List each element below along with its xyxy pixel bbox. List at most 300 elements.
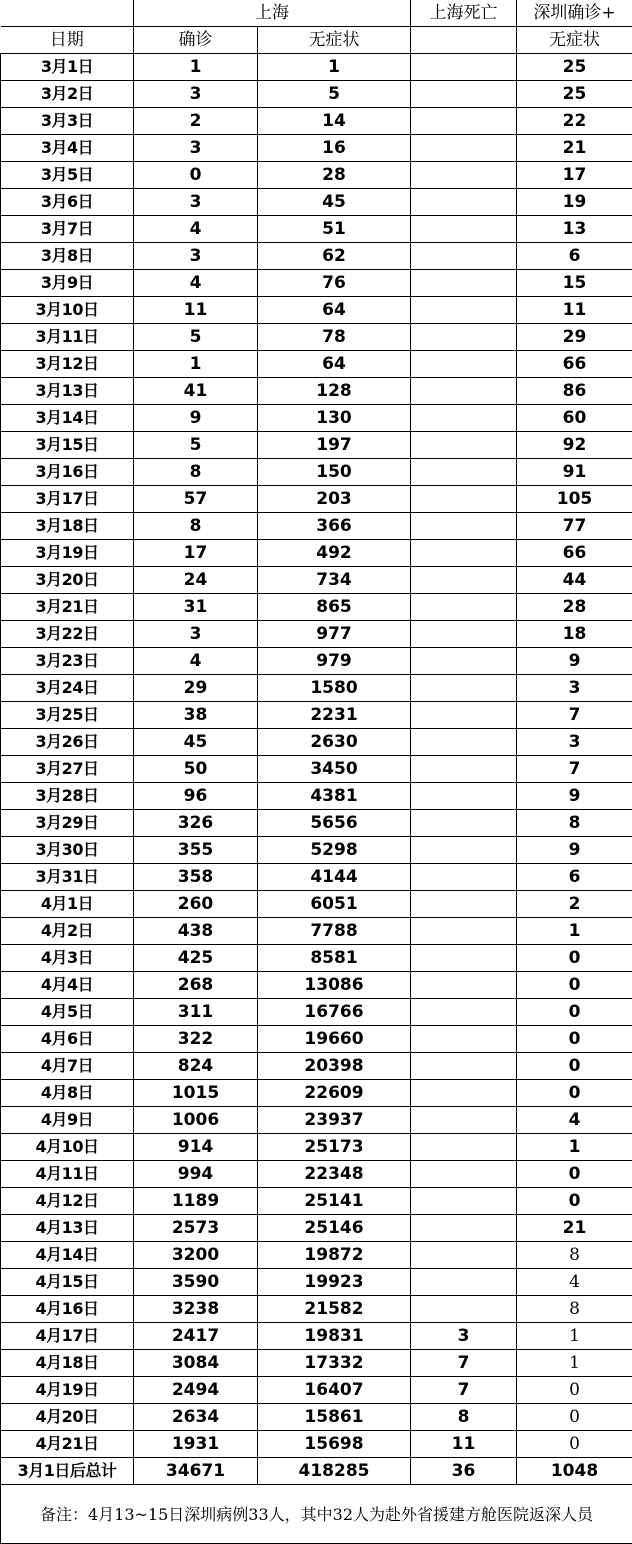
cell-confirmed: 11 [134, 297, 258, 324]
cell-confirmed: 1 [134, 351, 258, 378]
cell-date: 4月18日 [1, 1350, 134, 1377]
table-row [1, 1242, 632, 1269]
cell-confirmed: 5 [134, 432, 258, 459]
cell-shenzhen: 28 [517, 594, 632, 621]
table-row [1, 81, 632, 108]
cell-asymptomatic: 1580 [258, 675, 411, 702]
cell-shenzhen: 21 [517, 1215, 632, 1242]
cell-confirmed: 1189 [134, 1188, 258, 1215]
cell-death [411, 513, 517, 540]
cell-shenzhen: 4 [517, 1107, 632, 1134]
cell-confirmed: 3238 [134, 1296, 258, 1323]
cell-death [411, 702, 517, 729]
cell-asymptomatic: 150 [258, 459, 411, 486]
cell-shenzhen: 6 [517, 243, 632, 270]
cell-shenzhen: 86 [517, 378, 632, 405]
cell-death [411, 783, 517, 810]
cell-confirmed: 3 [134, 621, 258, 648]
cell-date: 3月4日 [1, 135, 134, 162]
cell-asymptomatic: 4381 [258, 783, 411, 810]
cell-confirmed: 4 [134, 648, 258, 675]
cell-shenzhen: 0 [517, 1404, 632, 1431]
cell-date: 3月12日 [1, 351, 134, 378]
table-row [1, 1404, 632, 1431]
table-row [1, 189, 632, 216]
cell-date: 4月1日 [1, 891, 134, 918]
cell-asymptomatic: 17332 [258, 1350, 411, 1377]
cell-asymptomatic: 45 [258, 189, 411, 216]
cell-confirmed: 3084 [134, 1350, 258, 1377]
total-death: 36 [411, 1458, 517, 1485]
cell-confirmed: 4 [134, 216, 258, 243]
table-row [1, 324, 632, 351]
cell-date: 4月15日 [1, 1269, 134, 1296]
cell-date: 4月13日 [1, 1215, 134, 1242]
cell-confirmed: 914 [134, 1134, 258, 1161]
table-row [1, 216, 632, 243]
cell-shenzhen: 66 [517, 540, 632, 567]
table-row [1, 1323, 632, 1350]
table-row [1, 54, 632, 81]
table-row [1, 1188, 632, 1215]
cell-asymptomatic: 20398 [258, 1053, 411, 1080]
table-row [1, 864, 632, 891]
table-row [1, 1296, 632, 1323]
cell-death [411, 1161, 517, 1188]
cell-shenzhen: 1 [517, 1323, 632, 1350]
table-row [1, 837, 632, 864]
cell-death [411, 297, 517, 324]
cell-confirmed: 4 [134, 270, 258, 297]
cell-shenzhen: 18 [517, 621, 632, 648]
cell-date: 4月8日 [1, 1080, 134, 1107]
cell-date: 3月13日 [1, 378, 134, 405]
cell-death [411, 621, 517, 648]
cell-shenzhen: 0 [517, 1377, 632, 1404]
cell-shenzhen: 44 [517, 567, 632, 594]
cell-date: 4月17日 [1, 1323, 134, 1350]
cell-confirmed: 1006 [134, 1107, 258, 1134]
cell-asymptomatic: 130 [258, 405, 411, 432]
cell-asymptomatic: 197 [258, 432, 411, 459]
cell-confirmed: 57 [134, 486, 258, 513]
cell-confirmed: 41 [134, 378, 258, 405]
cell-date: 3月26日 [1, 729, 134, 756]
cell-confirmed: 9 [134, 405, 258, 432]
cell-death [411, 1296, 517, 1323]
cell-death [411, 1080, 517, 1107]
header-asymptomatic: 无症状 [258, 27, 411, 54]
table-row [1, 1161, 632, 1188]
cell-date: 3月14日 [1, 405, 134, 432]
cell-death [411, 1134, 517, 1161]
cell-confirmed: 5 [134, 324, 258, 351]
cell-death [411, 135, 517, 162]
cell-asymptomatic: 734 [258, 567, 411, 594]
cell-date: 3月19日 [1, 540, 134, 567]
cell-date: 3月11日 [1, 324, 134, 351]
cell-date: 3月16日 [1, 459, 134, 486]
cell-asymptomatic: 865 [258, 594, 411, 621]
cell-confirmed: 24 [134, 567, 258, 594]
cell-confirmed: 311 [134, 999, 258, 1026]
cell-date: 3月31日 [1, 864, 134, 891]
header-confirmed: 确诊 [134, 27, 258, 54]
table-row [1, 108, 632, 135]
cell-asymptomatic: 25173 [258, 1134, 411, 1161]
cell-confirmed: 8 [134, 459, 258, 486]
cell-date: 4月20日 [1, 1404, 134, 1431]
cell-confirmed: 45 [134, 729, 258, 756]
cell-death [411, 594, 517, 621]
cell-death [411, 1188, 517, 1215]
table-row [1, 1080, 632, 1107]
cell-asymptomatic: 2231 [258, 702, 411, 729]
table-row [1, 405, 632, 432]
cell-asymptomatic: 22348 [258, 1161, 411, 1188]
cell-asymptomatic: 4144 [258, 864, 411, 891]
cell-date: 4月7日 [1, 1053, 134, 1080]
cell-death [411, 756, 517, 783]
table-row [1, 297, 632, 324]
table-row [1, 540, 632, 567]
cell-shenzhen: 21 [517, 135, 632, 162]
cell-death [411, 837, 517, 864]
cell-confirmed: 96 [134, 783, 258, 810]
table-row [1, 513, 632, 540]
cell-shenzhen: 66 [517, 351, 632, 378]
table-row [1, 162, 632, 189]
cell-asymptomatic: 7788 [258, 918, 411, 945]
cell-death [411, 459, 517, 486]
table-row [1, 432, 632, 459]
cell-date: 3月25日 [1, 702, 134, 729]
cell-asymptomatic: 3450 [258, 756, 411, 783]
cell-asymptomatic: 62 [258, 243, 411, 270]
cell-date: 4月14日 [1, 1242, 134, 1269]
cell-date: 3月29日 [1, 810, 134, 837]
total-shenzhen: 1048 [517, 1458, 632, 1485]
table-row [1, 378, 632, 405]
cell-asymptomatic: 25146 [258, 1215, 411, 1242]
table-row [1, 999, 632, 1026]
table-row [1, 756, 632, 783]
cell-shenzhen: 8 [517, 1242, 632, 1269]
cell-shenzhen: 60 [517, 405, 632, 432]
cell-shenzhen: 2 [517, 891, 632, 918]
cell-asymptomatic: 203 [258, 486, 411, 513]
cell-date: 3月17日 [1, 486, 134, 513]
cell-date: 3月18日 [1, 513, 134, 540]
table-row [1, 486, 632, 513]
cell-death [411, 972, 517, 999]
cell-confirmed: 8 [134, 513, 258, 540]
table-row [1, 351, 632, 378]
table-row [1, 1026, 632, 1053]
cell-date: 3月21日 [1, 594, 134, 621]
cell-asymptomatic: 5298 [258, 837, 411, 864]
cell-asymptomatic: 76 [258, 270, 411, 297]
cell-confirmed: 31 [134, 594, 258, 621]
cell-shenzhen: 22 [517, 108, 632, 135]
total-label: 3月1日后总计 [1, 1458, 134, 1485]
cell-asymptomatic: 492 [258, 540, 411, 567]
cell-death [411, 567, 517, 594]
cell-shenzhen: 3 [517, 729, 632, 756]
cell-confirmed: 326 [134, 810, 258, 837]
cell-confirmed: 268 [134, 972, 258, 999]
cell-asymptomatic: 19872 [258, 1242, 411, 1269]
cell-death [411, 324, 517, 351]
cell-date: 4月6日 [1, 1026, 134, 1053]
cell-shenzhen: 3 [517, 675, 632, 702]
cell-asymptomatic: 1 [258, 54, 411, 81]
cell-asymptomatic: 5 [258, 81, 411, 108]
table-row [1, 1134, 632, 1161]
cell-shenzhen: 91 [517, 459, 632, 486]
cell-death [411, 1242, 517, 1269]
header-death-empty [411, 27, 517, 54]
cell-death [411, 999, 517, 1026]
cell-date: 4月21日 [1, 1431, 134, 1458]
cell-death [411, 432, 517, 459]
cell-confirmed: 3 [134, 189, 258, 216]
total-asymptomatic: 418285 [258, 1458, 411, 1485]
cell-death [411, 216, 517, 243]
cell-asymptomatic: 6051 [258, 891, 411, 918]
cell-confirmed: 17 [134, 540, 258, 567]
cell-confirmed: 2494 [134, 1377, 258, 1404]
cell-date: 3月27日 [1, 756, 134, 783]
cell-death [411, 351, 517, 378]
cell-date: 4月4日 [1, 972, 134, 999]
header-date: 日期 [1, 27, 134, 54]
cell-shenzhen: 19 [517, 189, 632, 216]
header-corner-cell [1, 0, 134, 27]
cell-confirmed: 260 [134, 891, 258, 918]
cell-shenzhen: 0 [517, 999, 632, 1026]
cell-date: 3月23日 [1, 648, 134, 675]
cell-shenzhen: 8 [517, 1296, 632, 1323]
table-row [1, 1431, 632, 1458]
cell-date: 3月7日 [1, 216, 134, 243]
cell-death [411, 1269, 517, 1296]
header-shenzhen-line1: 深圳确诊+ [517, 0, 632, 27]
cell-date: 3月3日 [1, 108, 134, 135]
cell-shenzhen: 25 [517, 81, 632, 108]
cell-confirmed: 355 [134, 837, 258, 864]
table-row [1, 1053, 632, 1080]
cell-asymptomatic: 19923 [258, 1269, 411, 1296]
cell-asymptomatic: 64 [258, 351, 411, 378]
cell-shenzhen: 0 [517, 1053, 632, 1080]
table-row [1, 621, 632, 648]
cell-shenzhen: 7 [517, 702, 632, 729]
cell-shenzhen: 77 [517, 513, 632, 540]
table-row [1, 783, 632, 810]
cell-death: 7 [411, 1377, 517, 1404]
cell-asymptomatic: 366 [258, 513, 411, 540]
cell-date: 3月22日 [1, 621, 134, 648]
cell-shenzhen: 7 [517, 756, 632, 783]
table-row [1, 1350, 632, 1377]
cell-shenzhen: 1 [517, 1134, 632, 1161]
table-body [1, 54, 632, 1458]
cell-death: 7 [411, 1350, 517, 1377]
cell-confirmed: 38 [134, 702, 258, 729]
cell-death [411, 405, 517, 432]
cell-date: 3月9日 [1, 270, 134, 297]
cell-asymptomatic: 19831 [258, 1323, 411, 1350]
cell-shenzhen: 0 [517, 1161, 632, 1188]
header-row-2 [1, 27, 632, 54]
cell-date: 3月5日 [1, 162, 134, 189]
table-row [1, 918, 632, 945]
table-row [1, 1377, 632, 1404]
header-shenzhen-line2: 无症状 [517, 27, 632, 54]
cell-death [411, 540, 517, 567]
cell-confirmed: 322 [134, 1026, 258, 1053]
table-row [1, 1107, 632, 1134]
cell-shenzhen: 9 [517, 648, 632, 675]
cell-asymptomatic: 22609 [258, 1080, 411, 1107]
cell-confirmed: 29 [134, 675, 258, 702]
cell-asymptomatic: 25141 [258, 1188, 411, 1215]
table-row [1, 675, 632, 702]
cell-death: 8 [411, 1404, 517, 1431]
cell-confirmed: 358 [134, 864, 258, 891]
cell-asymptomatic: 128 [258, 378, 411, 405]
cell-date: 4月16日 [1, 1296, 134, 1323]
cell-asymptomatic: 16766 [258, 999, 411, 1026]
cell-death [411, 1215, 517, 1242]
table-row [1, 729, 632, 756]
cell-asymptomatic: 15698 [258, 1431, 411, 1458]
cell-death: 3 [411, 1323, 517, 1350]
header-row-1 [1, 0, 632, 27]
table-row [1, 891, 632, 918]
cell-date: 4月12日 [1, 1188, 134, 1215]
cell-confirmed: 1015 [134, 1080, 258, 1107]
table-row [1, 648, 632, 675]
cell-death [411, 1107, 517, 1134]
header-shanghai-death: 上海死亡 [411, 0, 517, 27]
total-row [1, 1458, 632, 1485]
cell-death [411, 918, 517, 945]
table-row [1, 459, 632, 486]
cell-shenzhen: 0 [517, 1026, 632, 1053]
cell-asymptomatic: 8581 [258, 945, 411, 972]
cell-shenzhen: 13 [517, 216, 632, 243]
table-row [1, 945, 632, 972]
cell-asymptomatic: 14 [258, 108, 411, 135]
cell-death [411, 243, 517, 270]
cell-death: 11 [411, 1431, 517, 1458]
cell-confirmed: 994 [134, 1161, 258, 1188]
cell-death [411, 945, 517, 972]
cell-confirmed: 3200 [134, 1242, 258, 1269]
cell-date: 4月11日 [1, 1161, 134, 1188]
cell-asymptomatic: 78 [258, 324, 411, 351]
table-row [1, 243, 632, 270]
cell-death [411, 864, 517, 891]
cell-confirmed: 425 [134, 945, 258, 972]
cell-death [411, 675, 517, 702]
table-row [1, 135, 632, 162]
cell-death [411, 729, 517, 756]
cell-death [411, 1026, 517, 1053]
cell-date: 3月6日 [1, 189, 134, 216]
cell-shenzhen: 9 [517, 783, 632, 810]
cell-shenzhen: 15 [517, 270, 632, 297]
cell-asymptomatic: 16407 [258, 1377, 411, 1404]
table-row [1, 702, 632, 729]
table-row [1, 594, 632, 621]
cell-death [411, 162, 517, 189]
cell-shenzhen: 0 [517, 1188, 632, 1215]
cell-asymptomatic: 64 [258, 297, 411, 324]
total-confirmed: 34671 [134, 1458, 258, 1485]
cell-death [411, 81, 517, 108]
cell-asymptomatic: 19660 [258, 1026, 411, 1053]
cell-death [411, 810, 517, 837]
cell-asymptomatic: 977 [258, 621, 411, 648]
cell-shenzhen: 9 [517, 837, 632, 864]
cell-confirmed: 2634 [134, 1404, 258, 1431]
cell-confirmed: 2417 [134, 1323, 258, 1350]
cell-death [411, 378, 517, 405]
cell-confirmed: 1931 [134, 1431, 258, 1458]
cell-date: 3月8日 [1, 243, 134, 270]
table-row [1, 270, 632, 297]
cell-date: 3月30日 [1, 837, 134, 864]
cell-asymptomatic: 16 [258, 135, 411, 162]
cell-death [411, 891, 517, 918]
cell-asymptomatic: 979 [258, 648, 411, 675]
cell-confirmed: 2573 [134, 1215, 258, 1242]
cell-shenzhen: 0 [517, 1080, 632, 1107]
cell-confirmed: 0 [134, 162, 258, 189]
cell-date: 3月10日 [1, 297, 134, 324]
cell-death [411, 486, 517, 513]
cell-date: 3月24日 [1, 675, 134, 702]
cell-shenzhen: 92 [517, 432, 632, 459]
cell-shenzhen: 4 [517, 1269, 632, 1296]
header-shanghai-group: 上海 [134, 0, 411, 27]
cell-asymptomatic: 23937 [258, 1107, 411, 1134]
cell-date: 3月2日 [1, 81, 134, 108]
cell-confirmed: 2 [134, 108, 258, 135]
cell-asymptomatic: 2630 [258, 729, 411, 756]
cell-date: 4月5日 [1, 999, 134, 1026]
cell-confirmed: 3 [134, 243, 258, 270]
cell-shenzhen: 1 [517, 1350, 632, 1377]
cell-shenzhen: 105 [517, 486, 632, 513]
cell-date: 4月10日 [1, 1134, 134, 1161]
cell-date: 3月15日 [1, 432, 134, 459]
cell-confirmed: 438 [134, 918, 258, 945]
cell-confirmed: 3590 [134, 1269, 258, 1296]
cell-shenzhen: 25 [517, 54, 632, 81]
cell-death [411, 108, 517, 135]
cell-death [411, 270, 517, 297]
cell-death [411, 189, 517, 216]
cell-date: 3月1日 [1, 54, 134, 81]
cell-confirmed: 824 [134, 1053, 258, 1080]
table-row [1, 1215, 632, 1242]
cell-shenzhen: 0 [517, 1431, 632, 1458]
cell-asymptomatic: 15861 [258, 1404, 411, 1431]
